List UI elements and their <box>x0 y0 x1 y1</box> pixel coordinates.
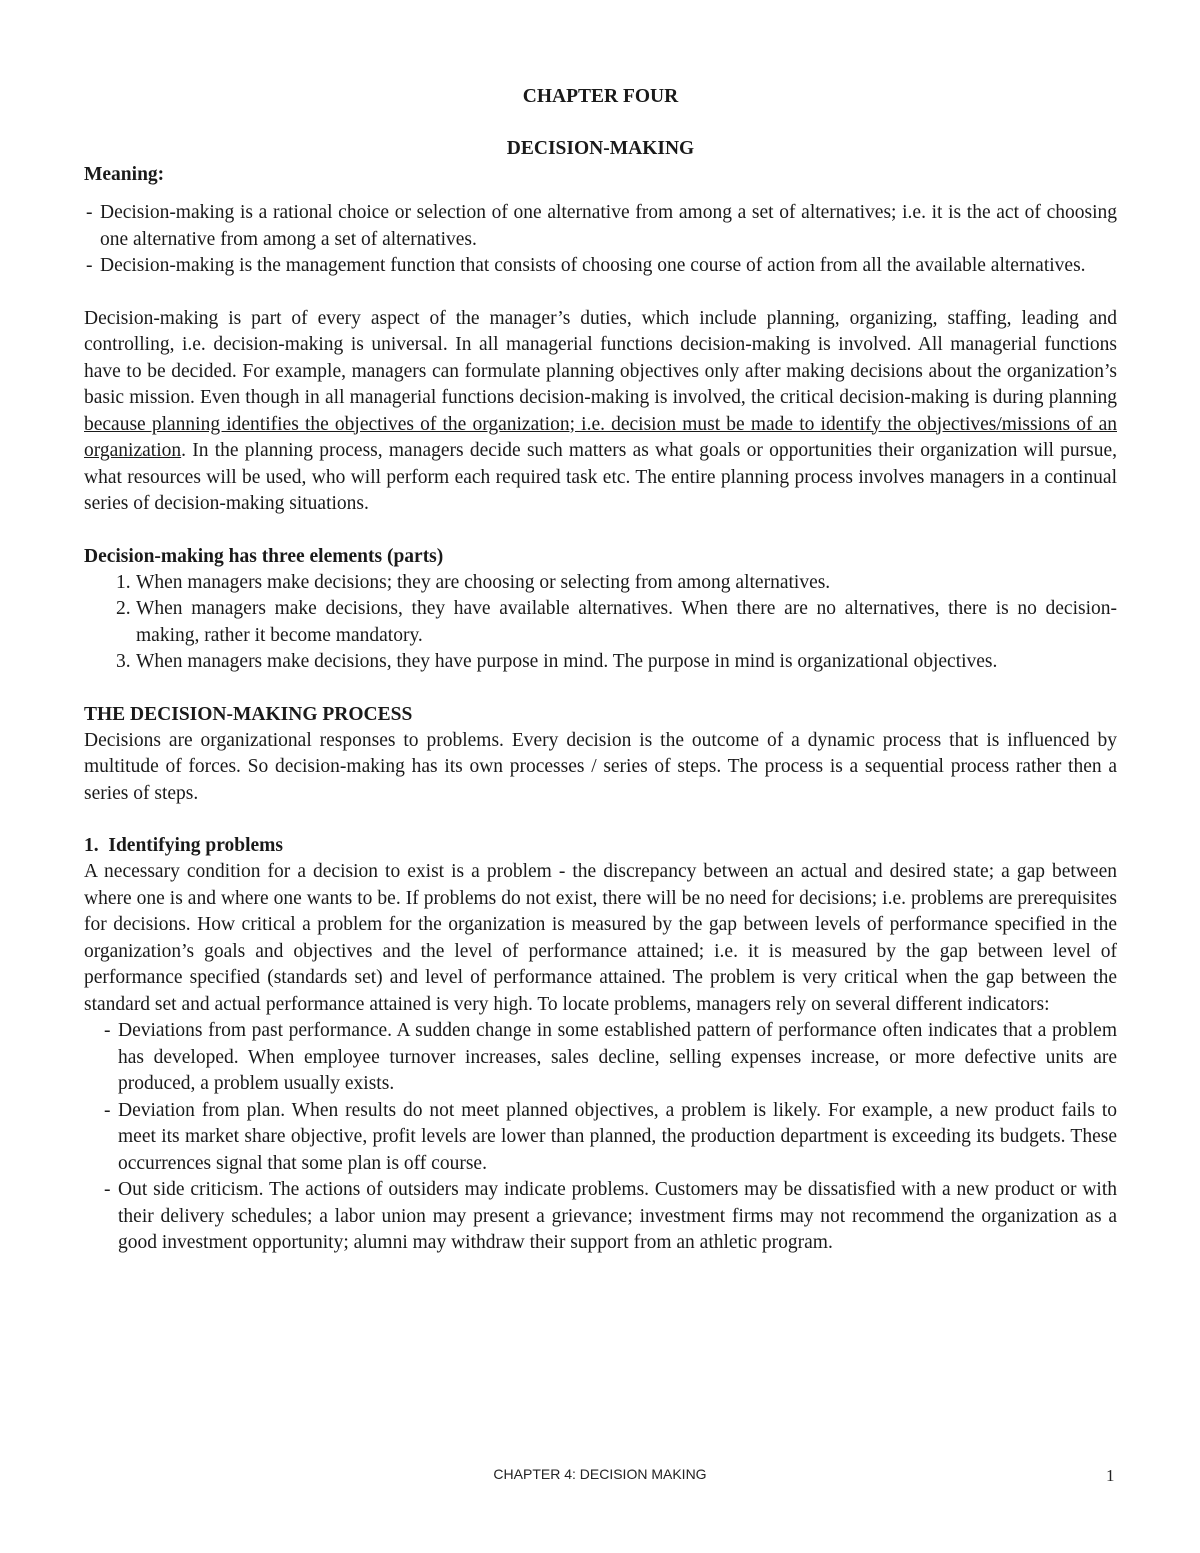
step1-heading: 1. Identifying problems <box>84 835 283 856</box>
chapter-title: CHAPTER FOUR <box>522 86 679 107</box>
indicator-item: - Out side criticism. The actions of outsiders may indicate problems. Customers may be dissatisfied with a new product or with their delivery schedules; a labor union may present a grievance; investment firms may not recommend the organization as a good investment opportunity; alumni may withdraw their support from an athletic program. <box>84 1177 1117 1257</box>
meaning-list <box>84 200 1117 280</box>
indicator-item: - Deviations from past performance. A sudden change in some established pattern of performance often indicates that a problem has developed. When employee turnover increases, sales decline, selling expenses increase, or more defective units are produced, a problem usually exists. <box>84 1018 1117 1098</box>
element-item: 2. When managers make decisions, they have available alternatives. When there are no alternatives, there is no decision-making, rather it become mandatory. <box>116 598 1117 646</box>
page-number: 1 <box>1106 1466 1115 1485</box>
indicator-list <box>84 1018 1117 1257</box>
step1-paragraph: A necessary condition for a decision to exist is a problem - the discrepancy between an actual and desired state; a gap between where one is and where one wants to be. If problems do not exist, there will be no need for decisions; i.e. problems are prerequisites for decisions. How critical a problem for the organization is measured by the gap between levels of performance specified in the organization’s goals and objectives and the level of performance attained; i.e. it is measured by the gap between level of performance specified (standards set) and level of performance attained. The problem is very critical when the gap between the standard set and actual performance attained is very high. To locate problems, managers rely on several different indicators: <box>84 861 1117 1015</box>
process-paragraph: Decisions are organizational responses to problems. Every decision is the outcome of a dynamic process that is influenced by multitude of forces. So decision-making has its own processes / series of steps. The process is a sequential process rather then a series of steps. <box>84 729 1117 804</box>
process-heading: THE DECISION-MAKING PROCESS <box>84 703 413 725</box>
element-item: 3. When managers make decisions, they have purpose in mind. The purpose in mind is organizational objectives. <box>116 651 998 672</box>
underlined-text: because planning identifies the objectives of the organization; i.e. decision must be made to identify the objectives/missions of an organization <box>84 413 1117 461</box>
indicator-item: - Deviation from plan. When results do not meet planned objectives, a problem is likely. For example, a new product fails to meet its market share objective, profit levels are lower than planned, the production department is exceeding its budgets. These occurrences signal that some plan is off course. <box>84 1098 1117 1178</box>
element-item: 1. When managers make decisions; they are choosing or selecting from among alternatives. <box>116 571 831 593</box>
page-footer: CHAPTER 4: DECISION MAKING <box>493 1466 707 1482</box>
intro-paragraph: Decision-making is part of every aspect of the manager’s duties, which include planning, organizing, staffing, leading and controlling, i.e. decision-making is universal. In all managerial functions decision-making is involved. All managerial functions have to be decided. For example, managers can formulate planning objectives only after making decisions about the organization’s basic mission. Even though in all managerial functions decision-making is involved, the critical decision-making is during planning because planning identifies the objectives of the organization; i.e. decision must be made to identify the objectives/missions of an organization. In the planning process, managers decide such matters as what goals or opportunities their organization will pursue, what resources will be used, who will perform each required task etc. The entire planning process involves managers in a continual series of decision-making situations. <box>84 307 1117 514</box>
meaning-item: - Decision-making is the management function that consists of choosing one course of action from all the available alternatives. <box>84 253 1117 280</box>
document-page <box>84 84 1117 1257</box>
topic-title: DECISION-MAKING <box>506 138 695 159</box>
elements-list <box>84 570 1117 676</box>
meaning-item: - Decision-making is a rational choice or selection of one alternative from among a set of alternatives; i.e. it is the act of choosing one alternative from among a set of alternatives. <box>84 200 1117 253</box>
elements-heading: Decision-making has three elements (parts) <box>84 545 444 567</box>
meaning-heading: Meaning: <box>84 164 165 185</box>
